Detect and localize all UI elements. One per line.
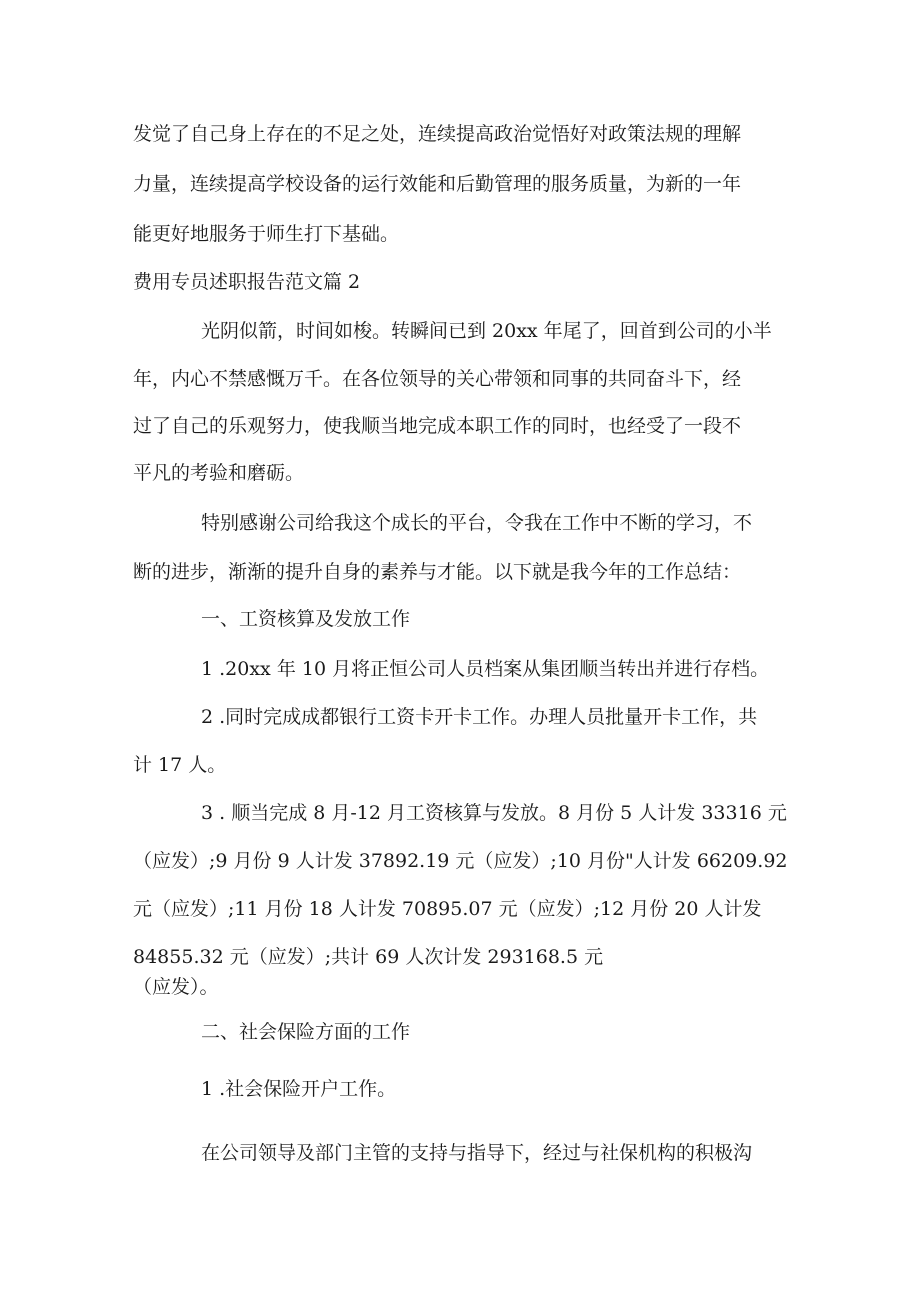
paragraph-first-line: 在公司领导及部门主管的支持与指导下，经过与社保机构的积极沟 — [201, 1142, 753, 1164]
body-text-line: 断的进步，渐渐的提升自身的素养与才能。以下就是我今年的工作总结： — [133, 561, 742, 583]
body-text-line: （应发）;9 月份 9 人计发 37892.19 元（应发）;10 月份"人计发 66209.92 — [133, 850, 788, 872]
body-text-line: 能更好地服务于师生打下基础。 — [133, 223, 400, 245]
subsection-heading: 二、社会保险方面的工作 — [201, 1021, 411, 1043]
list-item: 2 .同时完成成都银行工资卡开卡工作。办理人员批量开卡工作，共 — [201, 706, 758, 728]
body-text-line: 力量，连续提高学校设备的运行效能和后勤管理的服务质量，为新的一年 — [133, 173, 742, 195]
section-heading: 费用专员述职报告范文篇 2 — [133, 271, 361, 293]
paragraph-first-line: 特别感谢公司给我这个成长的平台，令我在工作中不断的学习，不 — [201, 512, 753, 534]
subsection-heading: 一、工资核算及发放工作 — [201, 608, 411, 630]
body-text-line: 发觉了自己身上存在的不足之处，连续提高政治觉悟好对政策法规的理解 — [133, 123, 742, 145]
paragraph-first-line: 光阴似箭，时间如梭。转瞬间已到 20xx 年尾了，回首到公司的小半 — [201, 320, 772, 342]
list-item: 1 .20xx 年 10 月将正恒公司人员档案从集团顺当转出并进行存档。 — [201, 658, 770, 680]
list-item: 3 . 顺当完成 8 月-12 月工资核算与发放。8 月份 5 人计发 33316 元 — [201, 802, 787, 824]
body-text-line: 计 17 人。 — [133, 754, 227, 776]
body-text-line: 平凡的考验和磨砺。 — [133, 462, 305, 484]
body-text-line: 元（应发）;11 月份 18 人计发 70895.07 元（应发）;12 月份 20 人计发 — [133, 898, 762, 920]
body-text-line: 84855.32 元（应发）;共计 69 人次计发 293168.5 元 — [133, 946, 604, 968]
body-text-line: （应发）。 — [133, 976, 219, 998]
body-text-line: 年，内心不禁感慨万千。在各位领导的关心带领和同事的共同奋斗下，经 — [133, 368, 742, 390]
body-text-line: 过了自己的乐观努力，使我顺当地完成本职工作的同时，也经受了一段不 — [133, 415, 742, 437]
list-item: 1 .社会保险开户工作。 — [201, 1078, 397, 1100]
